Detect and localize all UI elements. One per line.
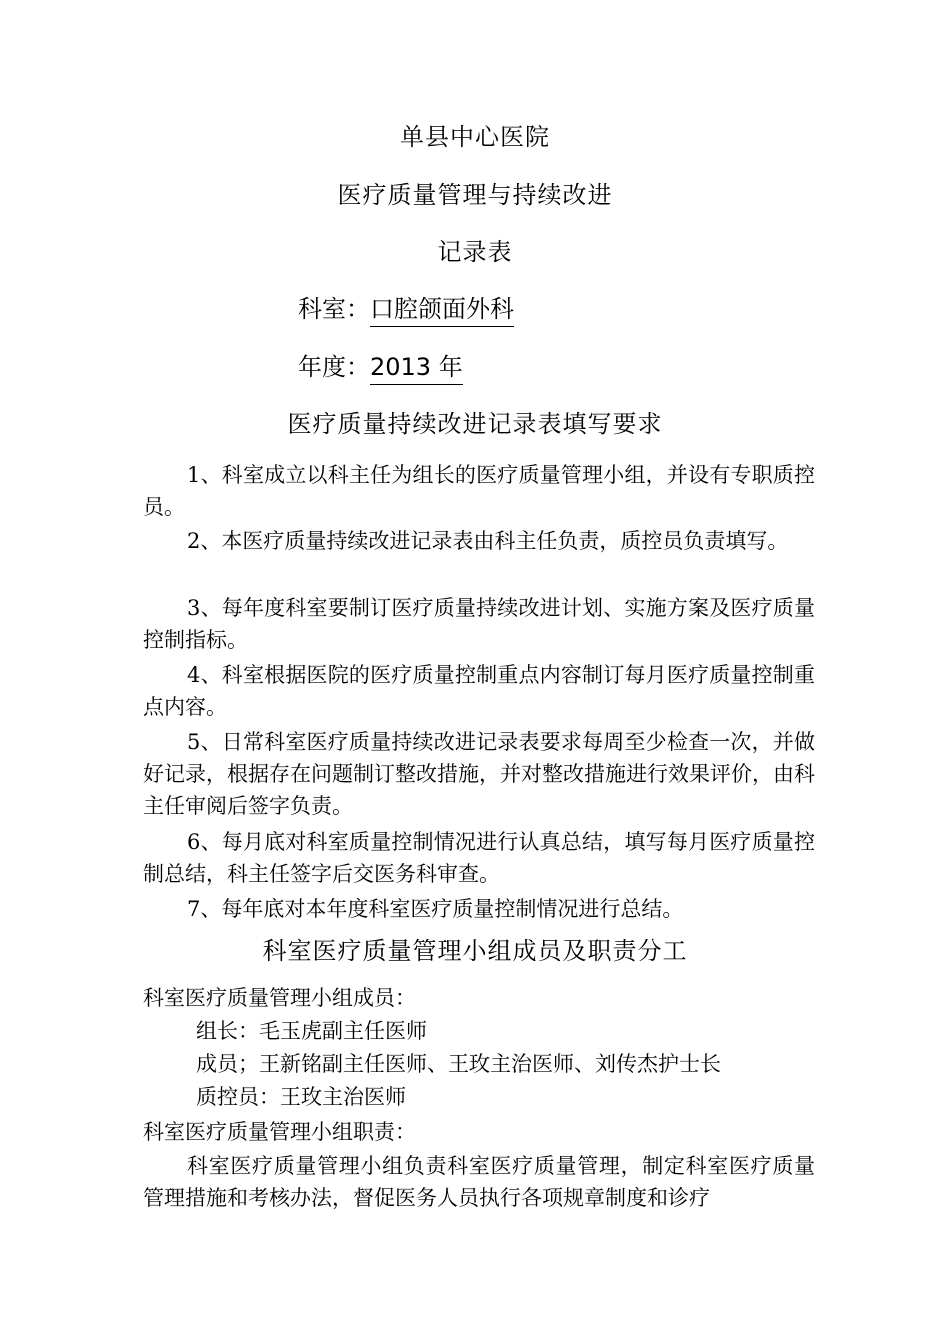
requirement-item xyxy=(143,726,815,822)
members-heading: 科室医疗质量管理小组成员： xyxy=(143,986,416,1010)
requirement-item xyxy=(143,893,815,925)
requirement-item xyxy=(143,459,815,523)
group-title: 科室医疗质量管理小组成员及职责分工 xyxy=(262,937,688,965)
requirements-title: 医疗质量持续改进记录表填写要求 xyxy=(287,410,663,438)
requirement-text: 、每月底对科室质量控制情况进行认真总结，填写每月医疗质量控制总结，科主任签字后交医务科审查。 xyxy=(143,830,815,886)
duty-heading: 科室医疗质量管理小组职责： xyxy=(143,1120,416,1144)
requirement-text: 、科室根据医院的医疗质量控制重点内容制订每月医疗质量控制重点内容。 xyxy=(143,663,815,719)
group-leader: 组长：毛玉虎副主任医师 xyxy=(196,1019,427,1043)
quality-controller: 质控员：王玫主治医师 xyxy=(196,1085,406,1109)
requirement-number: 2 xyxy=(187,529,201,553)
requirement-item xyxy=(143,659,815,723)
requirement-text: 、科室成立以科主任为组长的医疗质量管理小组，并设有专职质控员。 xyxy=(143,463,815,519)
document-title: 医疗质量管理与持续改进 xyxy=(337,181,613,209)
hospital-name: 单县中心医院 xyxy=(400,123,550,151)
requirement-number: 1 xyxy=(187,463,201,487)
year-label: 年度： xyxy=(298,353,370,381)
department-value: 口腔颌面外科 xyxy=(370,294,514,327)
group-members: 成员；王新铭副主任医师、王玫主治医师、刘传杰护士长 xyxy=(196,1052,721,1076)
requirement-number: 3 xyxy=(187,596,201,620)
duty-paragraph: 科室医疗质量管理小组负责科室医疗质量管理，制定科室医疗质量管理措施和考核办法，督促医务人员执行各项规章制度和诊疗 xyxy=(143,1154,815,1210)
requirement-number: 4 xyxy=(187,663,201,687)
requirement-text: 、每年底对本年度科室医疗质量控制情况进行总结。 xyxy=(200,897,684,921)
requirement-number: 5 xyxy=(187,730,201,754)
requirement-text: 、本医疗质量持续改进记录表由科主任负责，质控员负责填写。 xyxy=(200,529,789,553)
requirement-number: 7 xyxy=(187,897,201,921)
requirement-item xyxy=(143,525,815,557)
requirement-item xyxy=(143,826,815,890)
year-field xyxy=(298,352,463,385)
document-subtitle: 记录表 xyxy=(437,238,513,266)
department-label: 科室： xyxy=(298,295,370,323)
department-field xyxy=(298,294,514,327)
requirement-number: 6 xyxy=(187,830,201,854)
requirement-text: 、日常科室医疗质量持续改进记录表要求每周至少检查一次，并做好记录，根据存在问题制订整改措施，并对整改措施进行效果评价，由科主任审阅后签字负责。 xyxy=(143,730,815,818)
year-value: 2013 年 xyxy=(370,352,463,385)
requirement-text: 、每年度科室要制订医疗质量持续改进计划、实施方案及医疗质量控制指标。 xyxy=(143,596,815,652)
requirement-item xyxy=(143,592,815,656)
